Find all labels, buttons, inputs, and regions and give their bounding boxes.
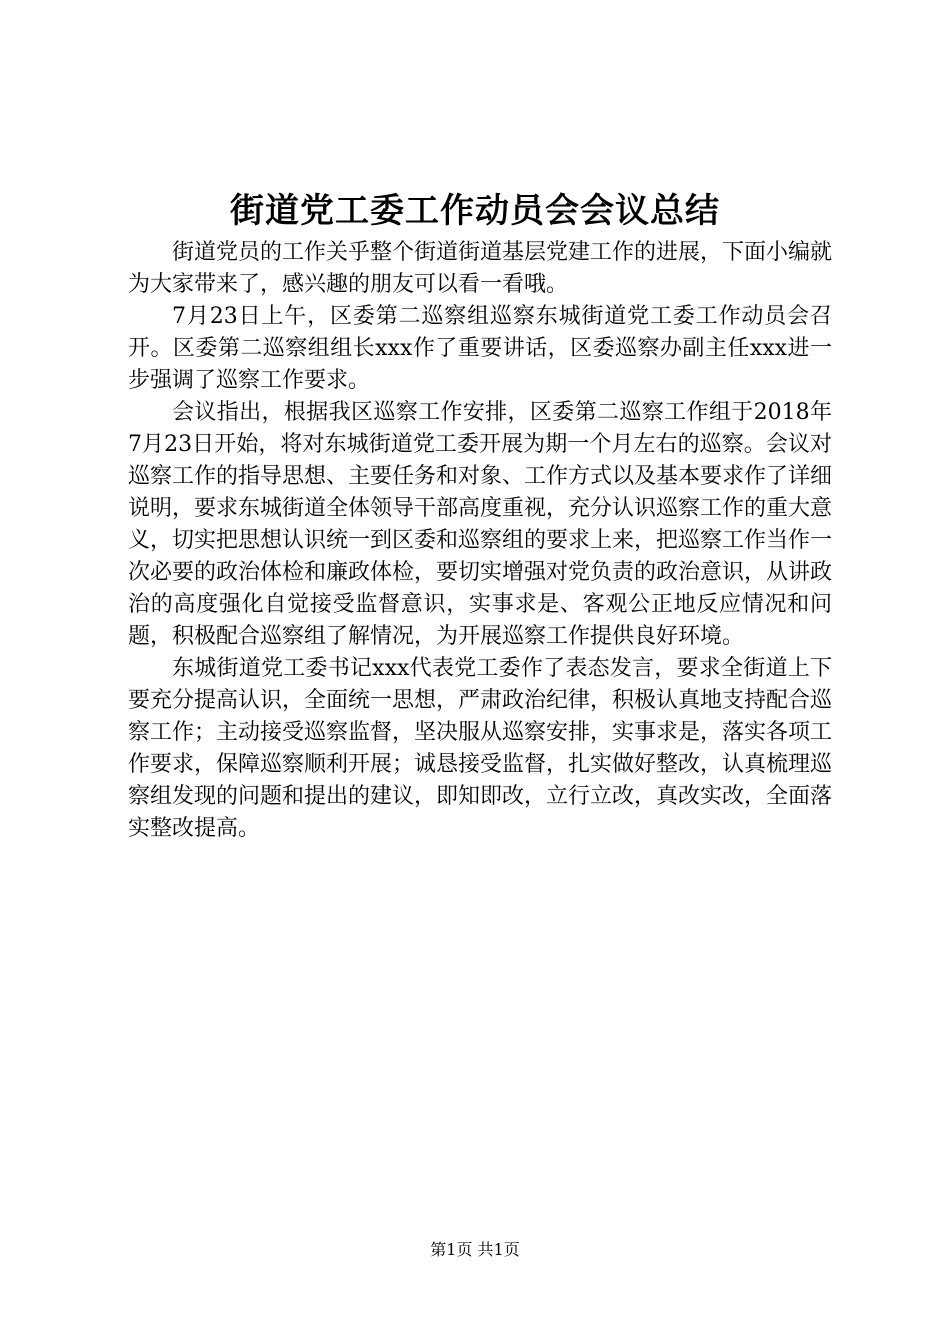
paragraph-meeting: 7月23日上午，区委第二巡察组巡察东城街道党工委工作动员会召开。区委第二巡察组组长xxx作了重要讲话，区委巡察办副主任xxx进一步强调了巡察工作要求。 (128, 304, 832, 393)
page-footer: 第1页 共1页 (430, 1240, 520, 1259)
paragraph-intro: 街道党员的工作关乎整个街道街道基层党建工作的进展，下面小编就为大家带来了，感兴趣的朋友可以看一看哦。 (128, 240, 833, 297)
paragraph-meeting-points: 会议指出，根据我区巡察工作安排，区委第二巡察工作组于2018年7月23日开始，将对东城街道党工委开展为期一个月左右的巡察。会议对巡察工作的指导思想、主要任务和对象、工作方式以及基本要求作了详细说明，要求东城街道全体领导干部高度重视，充分认识巡察工作的重大意义，切实把思想认识统一到区委和巡察组的要求上来，把巡察工作当作一次必要的政治体检和廉政体检，要切实增强对党负责的政治意识，从讲政治的高度强化自觉接受监督意识，实事求是、客观公正地反应情况和问题，积极配合巡察组了解情况，为开展巡察工作提供良好环境。 (128, 400, 833, 649)
paragraph-statement: 东城街道党工委书记xxx代表党工委作了表态发言，要求全街道上下要充分提高认识，全面统一思想，严肃政治纪律，积极认真地支持配合巡察工作；主动接受巡察监督，坚决服从巡察安排，实事求是，落实各项工作要求，保障巡察顺利开展；诚恳接受监督，扎实做好整改，认真梳理巡察组发现的问题和提出的建议，即知即改，立行立改，真改实改，全面落实整改提高。 (128, 656, 833, 841)
document-title: 街道党工委工作动员会会议总结 (230, 191, 720, 231)
document-body (128, 237, 832, 845)
